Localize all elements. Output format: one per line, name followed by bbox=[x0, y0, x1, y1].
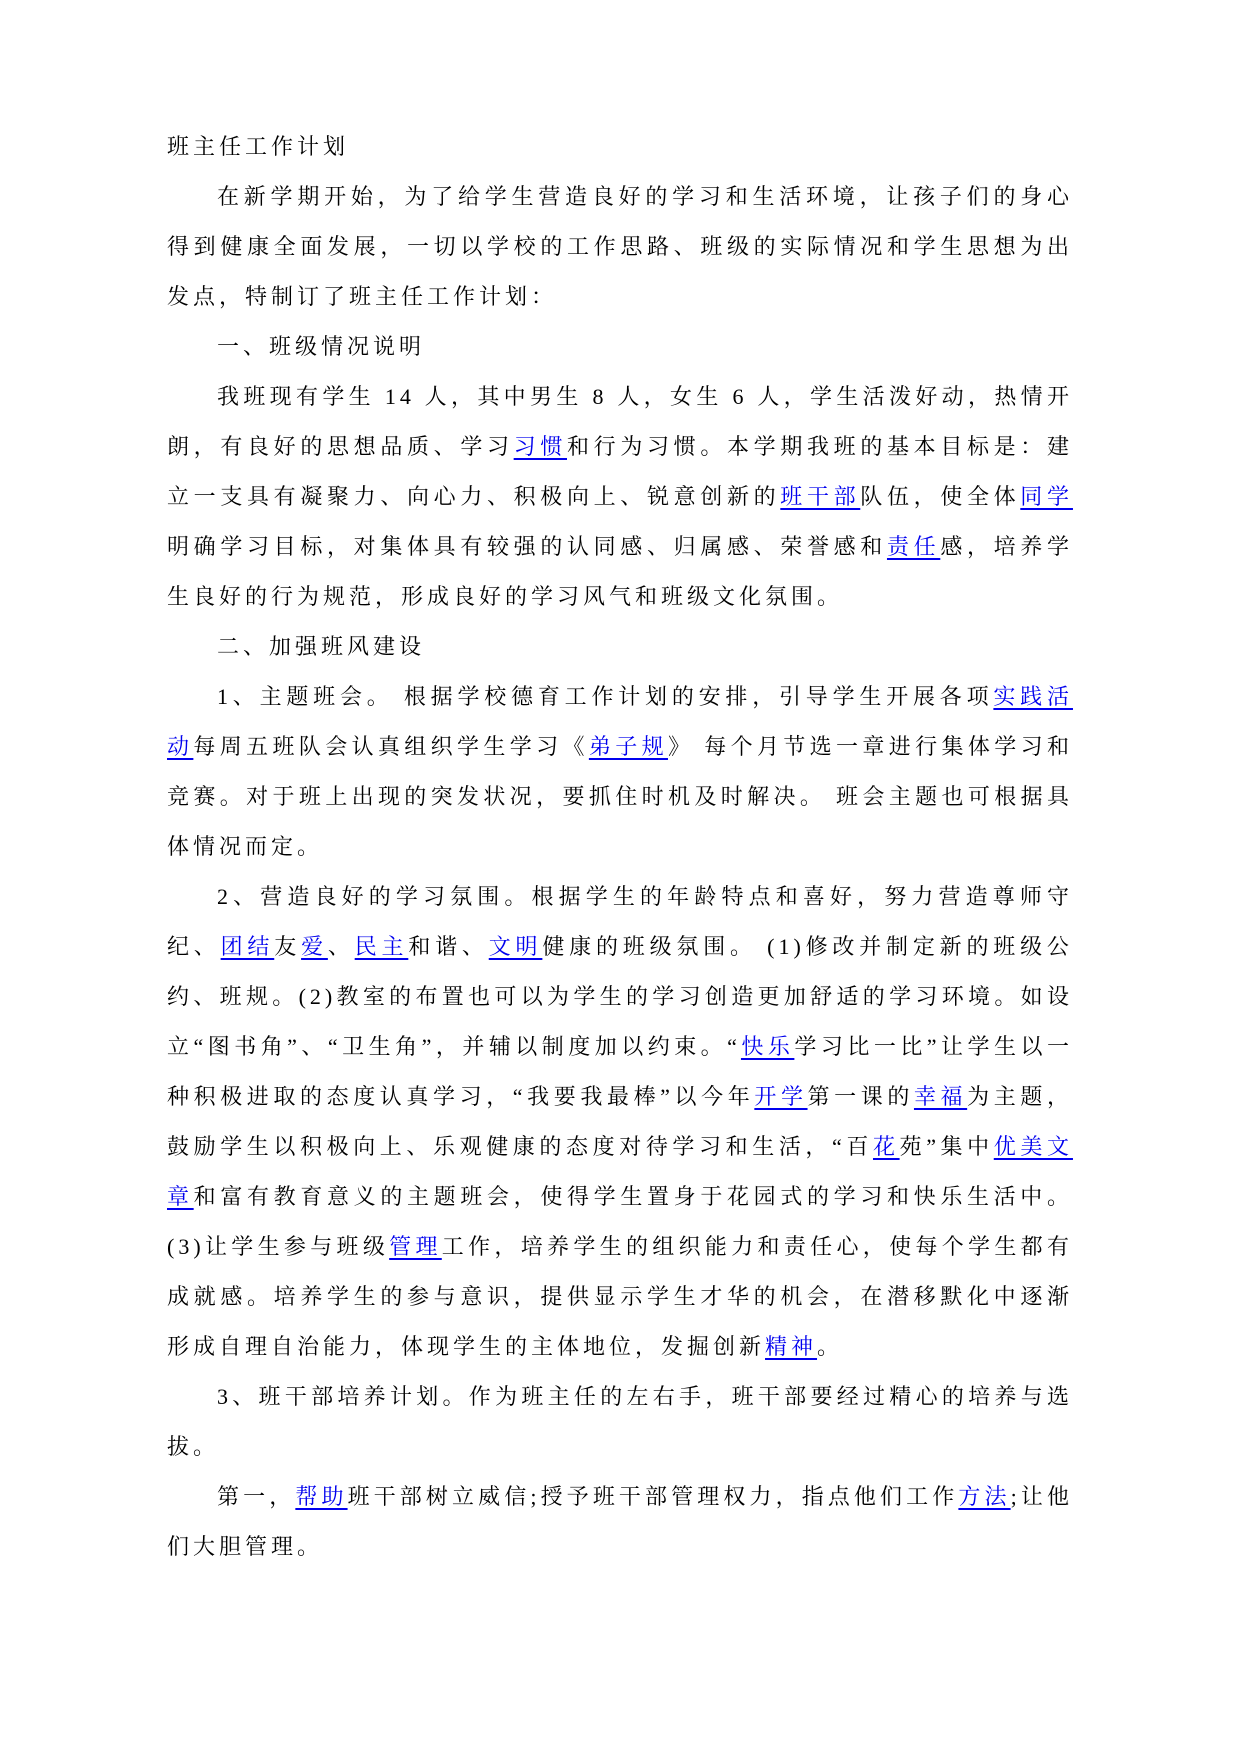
paragraph bbox=[167, 172, 1073, 322]
text-segment: 感，培养学生良好的行为规范，形成良好的学习风气和班级文化氛围。 bbox=[167, 534, 1073, 609]
paragraph bbox=[167, 1372, 1073, 1472]
text-segment: 1、主题班会。 根据学校德育工作计划的安排，引导学生开展各项 bbox=[217, 684, 994, 709]
paragraph bbox=[167, 672, 1073, 872]
paragraph bbox=[167, 622, 1073, 672]
text-segment: 每周五班队会认真组织学生学习《 bbox=[193, 734, 589, 759]
inline-link[interactable]: 民主 bbox=[354, 934, 409, 959]
document-title: 班主任工作计划 bbox=[167, 134, 350, 159]
paragraph bbox=[167, 372, 1073, 622]
inline-link[interactable]: 班干部 bbox=[780, 484, 861, 509]
text-segment: 班干部树立威信;授予班干部管理权力，指点他们工作 bbox=[347, 1484, 959, 1509]
text-segment: 为主题，鼓励学生以积极向上、乐观健康的态度对待学习和生活，“百 bbox=[167, 1084, 1073, 1159]
inline-link[interactable]: 优美文章 bbox=[167, 1134, 1073, 1209]
text-segment: 》 每个月节选一章进行集体学习和竞赛。对于班上出现的突发状况，要抓住时机及时解决。 班会主题也可根据具体情况而定。 bbox=[167, 734, 1073, 859]
text-segment: 工作，培养学生的组织能力和责任心，使每个学生都有成就感。培养学生的参与意识，提供显示学生才华的机会，在潜移默化中逐渐形成自理自治能力，体现学生的主体地位，发掘创新 bbox=[167, 1234, 1073, 1359]
text-segment: 、 bbox=[327, 934, 355, 959]
text-segment: 二、加强班风建设 bbox=[217, 634, 426, 659]
inline-link[interactable]: 爱 bbox=[301, 934, 328, 959]
inline-link[interactable]: 幸福 bbox=[913, 1084, 968, 1109]
text-segment: 3、班干部培养计划。作为班主任的左右手，班干部要经过精心的培养与选拔。 bbox=[167, 1384, 1073, 1459]
text-segment: 学习比一比”让学生以一种积极进取的态度认真学习，“我要我最棒”以今年 bbox=[167, 1034, 1073, 1109]
paragraph bbox=[167, 872, 1073, 1372]
inline-link[interactable]: 团结 bbox=[220, 934, 275, 959]
inline-link[interactable]: 管理 bbox=[389, 1234, 442, 1259]
document-body bbox=[167, 172, 1073, 1572]
text-segment: 明确学习目标，对集体具有较强的认同感、归属感、荣誉感和 bbox=[167, 534, 887, 559]
inline-link[interactable]: 文明 bbox=[488, 934, 543, 959]
text-segment: 队伍，使全体 bbox=[860, 484, 1021, 509]
text-segment: 2、营造良好的学习氛围。根据学生的年龄特点和喜好，努力营造尊师守纪、 bbox=[167, 884, 1073, 959]
text-segment: 和谐、 bbox=[408, 934, 489, 959]
inline-link[interactable]: 快乐 bbox=[740, 1034, 795, 1059]
inline-link[interactable]: 花 bbox=[872, 1134, 900, 1159]
inline-link[interactable]: 弟子规 bbox=[588, 734, 668, 759]
inline-link[interactable]: 实践活动 bbox=[167, 684, 1073, 759]
paragraph bbox=[167, 1472, 1073, 1572]
inline-link[interactable]: 责任 bbox=[886, 534, 941, 559]
inline-link[interactable]: 帮助 bbox=[295, 1484, 348, 1509]
inline-link[interactable]: 习惯 bbox=[513, 434, 567, 459]
text-segment: 第一， bbox=[217, 1484, 296, 1509]
text-segment: 和富有教育意义的主题班会，使得学生置身于花园式的学习和快乐生活中。(3)让学生参与班级 bbox=[167, 1184, 1073, 1259]
inline-link[interactable]: 开学 bbox=[754, 1084, 808, 1109]
text-segment: 和行为习惯。本学期我班的基本目标是：建立一支具有凝聚力、向心力、积极向上、锐意创新的 bbox=[167, 434, 1073, 509]
inline-link[interactable]: 方法 bbox=[958, 1484, 1011, 1509]
text-segment: 在新学期开始，为了给学生营造良好的学习和生活环境，让孩子们的身心得到健康全面发展，一切以学校的工作思路、班级的实际情况和学生思想为出发点，特制订了班主任工作计划： bbox=[167, 184, 1073, 309]
text-segment: 一、班级情况说明 bbox=[217, 334, 426, 359]
text-segment: 健康的班级氛围。 (1)修改并制定新的班级公约、班规。(2)教室的布置也可以为学生的学习创造更加舒适的学习环境。如设立“图书角”、“卫生角”，并辅以制度加以约束。“ bbox=[167, 934, 1073, 1059]
inline-link[interactable]: 同学 bbox=[1020, 484, 1073, 509]
text-segment: 友 bbox=[274, 934, 302, 959]
text-segment: 第一课的 bbox=[807, 1084, 914, 1109]
text-segment: 。 bbox=[817, 1334, 844, 1359]
text-segment: 我班现有学生 14 人，其中男生 8 人，女生 6 人，学生活泼好动，热情开朗，有良好的思想品质、学习 bbox=[167, 384, 1073, 459]
inline-link[interactable]: 精神 bbox=[765, 1334, 818, 1359]
text-segment: ;让他们大胆管理。 bbox=[167, 1484, 1073, 1559]
text-segment: 苑”集中 bbox=[899, 1134, 994, 1159]
paragraph bbox=[167, 322, 1073, 372]
